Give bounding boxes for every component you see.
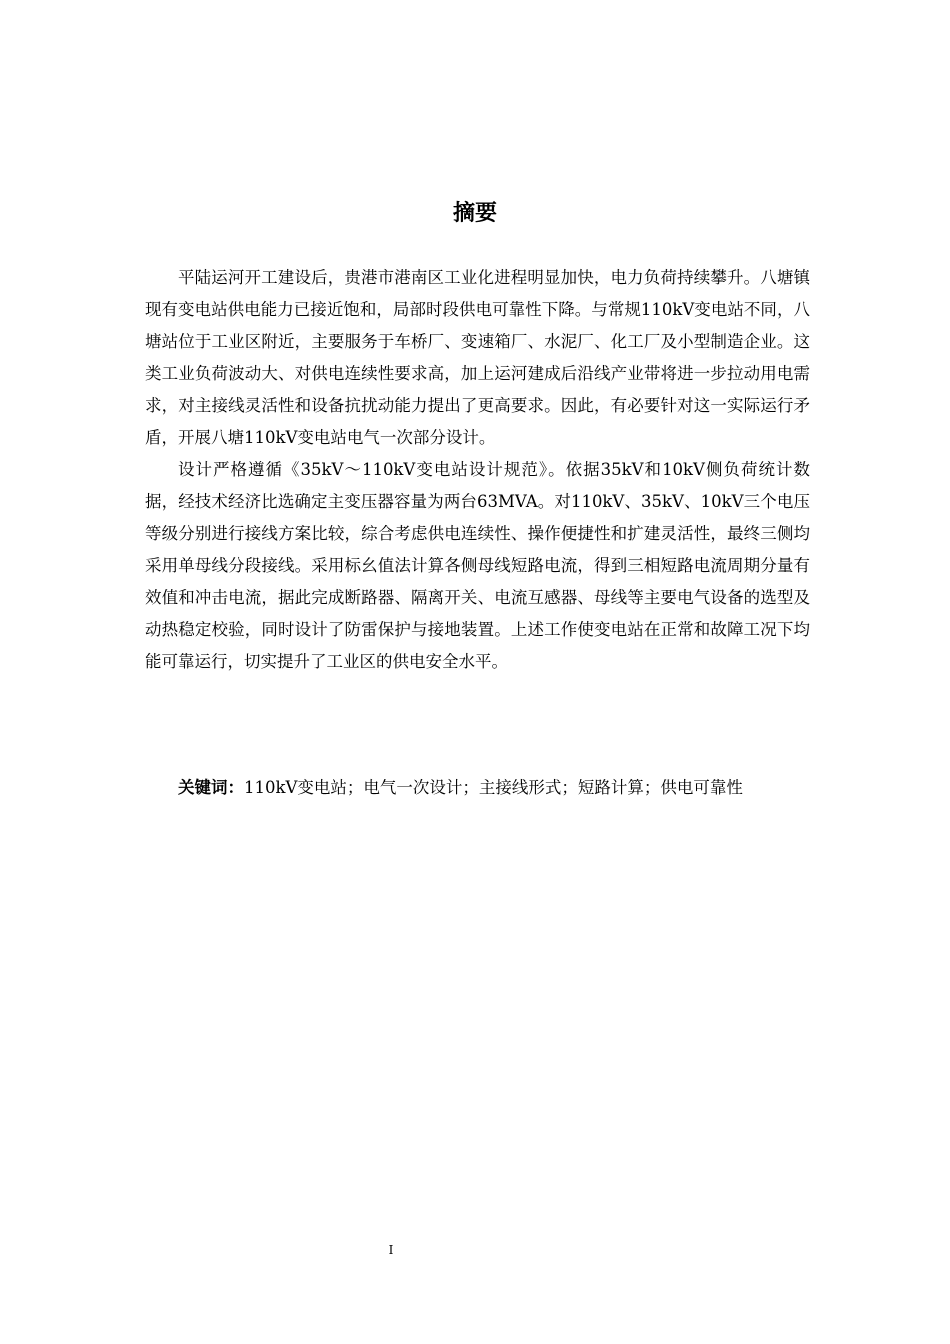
page-number: I [388,1243,394,1257]
abstract-title: 摘要 [452,201,497,226]
abstract-paragraph-2: 设计严格遵循《35kV～110kV变电站设计规范》。依据35kV和10kV侧负荷统计数据，经技术经济比选确定主变压器容量为两台63MVA。对110kV、35kV、10kV三个电压等级分别进行接线方案比较，综合考虑供电连续性、操作便捷性和扩建灵活性，最终三侧均采用单母线分段接线。采用标幺值法计算各侧母线短路电流，得到三相短路电流周期分量有效值和冲击电流，据此完成断路器、隔离开关、电流互感器、母线等主要电气设备的选型及动热稳定校验，同时设计了防雷保护与接地装置。上述工作使变电站在正常和故障工况下均能可靠运行，切实提升了工业区的供电安全水平。 [145,460,810,671]
abstract-body [145,262,810,678]
keywords-line [145,772,810,804]
keywords-text: 110kV变电站；电气一次设计；主接线形式；短路计算；供电可靠性 [244,778,743,797]
abstract-paragraph-1: 平陆运河开工建设后，贵港市港南区工业化进程明显加快，电力负荷持续攀升。八塘镇现有变电站供电能力已接近饱和，局部时段供电可靠性下降。与常规110kV变电站不同，八塘站位于工业区附近，主要服务于车桥厂、变速箱厂、水泥厂、化工厂及小型制造企业。这类工业负荷波动大、对供电连续性要求高，加上运河建成后沿线产业带将进一步拉动用电需求，对主接线灵活性和设备抗扰动能力提出了更高要求。因此，有必要针对这一实际运行矛盾，开展八塘110kV变电站电气一次部分设计。 [145,268,810,447]
keywords-label: 关键词： [178,778,244,797]
